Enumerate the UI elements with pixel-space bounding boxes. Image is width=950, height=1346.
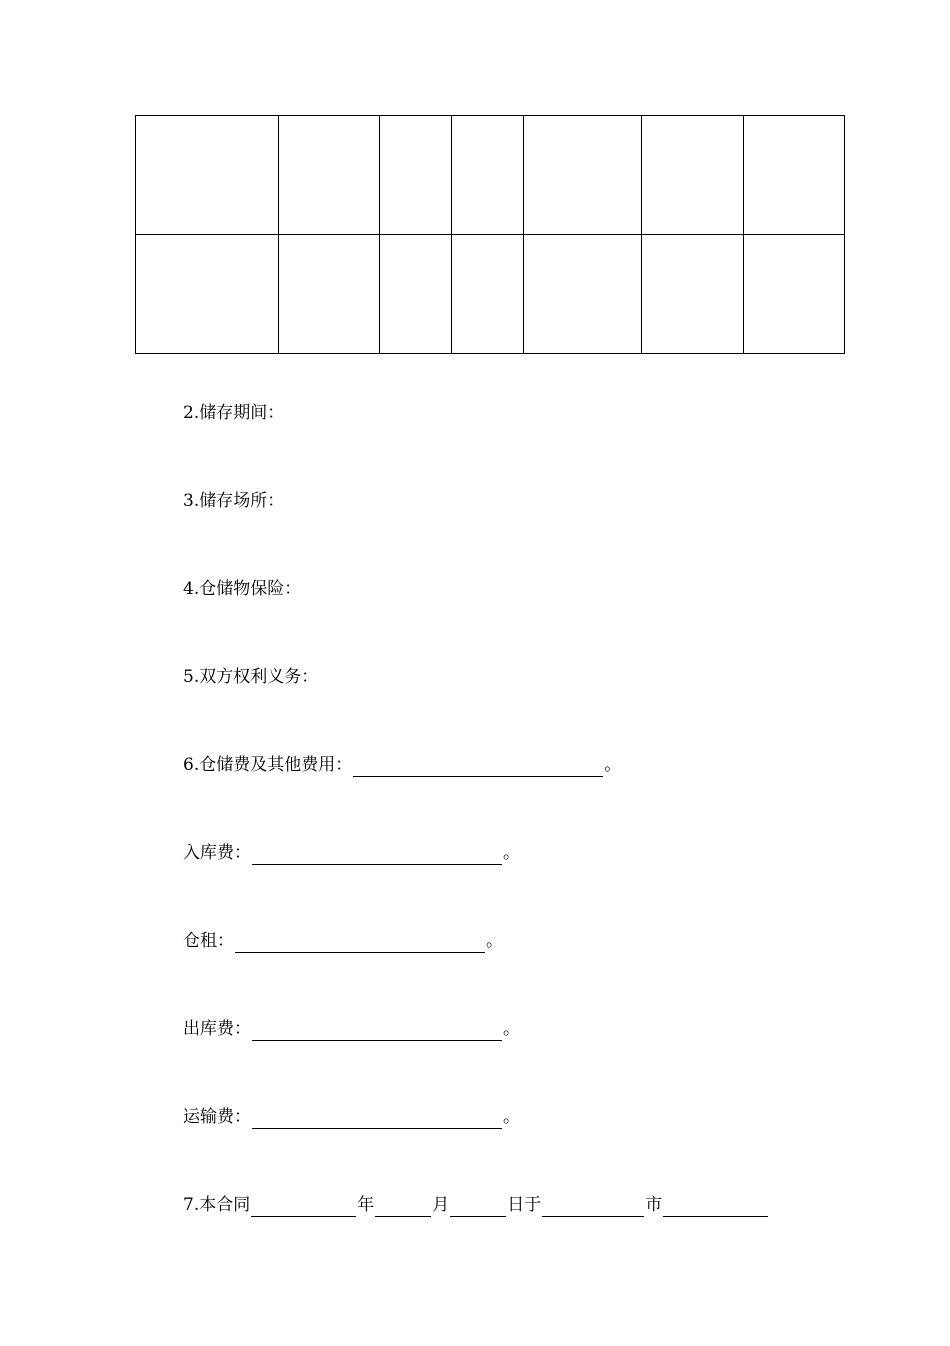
- table-cell[interactable]: [136, 235, 279, 354]
- table-cell[interactable]: [642, 235, 744, 354]
- rights-obligations-line: [183, 665, 318, 689]
- signing-line: [183, 1193, 769, 1217]
- storage-period-label: 2.储存期间：: [183, 403, 285, 423]
- rent-label: 仓租：: [183, 931, 234, 951]
- fees-end: 。: [604, 755, 622, 775]
- inbound-fee-label: 入库费：: [183, 843, 251, 863]
- table-cell[interactable]: [380, 235, 452, 354]
- year-blank[interactable]: [251, 1198, 356, 1217]
- month-label: 月: [432, 1195, 450, 1215]
- transport-fee-blank[interactable]: [252, 1110, 502, 1129]
- rights-obligations-label: 5.双方权利义务：: [183, 667, 319, 687]
- insurance-line: [183, 577, 301, 601]
- fees-label: 6.仓储费及其他费用：: [183, 755, 353, 775]
- rent-blank[interactable]: [235, 934, 485, 953]
- table-cell[interactable]: [279, 116, 380, 235]
- signing-prefix: 7.本合同: [183, 1195, 251, 1215]
- inbound-fee-blank[interactable]: [252, 846, 502, 865]
- outbound-fee-label: 出库费：: [183, 1019, 251, 1039]
- day-at-label: 日于: [507, 1195, 542, 1215]
- table-row: [136, 235, 845, 354]
- table-cell[interactable]: [642, 116, 744, 235]
- rent-end: 。: [486, 931, 503, 951]
- inbound-fee-end: 。: [503, 843, 520, 863]
- outbound-fee-blank[interactable]: [252, 1022, 502, 1041]
- month-blank[interactable]: [375, 1198, 431, 1217]
- insurance-label: 4.仓储物保险：: [183, 579, 302, 599]
- year-label: 年: [357, 1195, 375, 1215]
- table-cell[interactable]: [136, 116, 279, 235]
- table-cell[interactable]: [452, 116, 524, 235]
- table-cell[interactable]: [380, 116, 452, 235]
- storage-place-line: [183, 489, 284, 513]
- fees-line: [183, 753, 621, 777]
- table-cell[interactable]: [524, 116, 642, 235]
- outbound-fee-line: [183, 1017, 520, 1041]
- goods-table: [135, 115, 845, 354]
- table-cell[interactable]: [744, 116, 845, 235]
- table-row: [136, 116, 845, 235]
- table-cell[interactable]: [744, 235, 845, 354]
- city-blank[interactable]: [542, 1198, 644, 1217]
- table-cell[interactable]: [524, 235, 642, 354]
- inbound-fee-line: [183, 841, 520, 865]
- transport-fee-end: 。: [503, 1107, 520, 1127]
- transport-fee-line: [183, 1105, 520, 1129]
- table-cell[interactable]: [452, 235, 524, 354]
- day-blank[interactable]: [450, 1198, 506, 1217]
- storage-place-label: 3.储存场所：: [183, 491, 285, 511]
- city-label: 市: [645, 1195, 663, 1215]
- transport-fee-label: 运输费：: [183, 1107, 251, 1127]
- fees-blank[interactable]: [353, 758, 603, 777]
- place-blank[interactable]: [663, 1198, 768, 1217]
- rent-line: [183, 929, 503, 953]
- storage-period-line: [183, 401, 284, 425]
- table-cell[interactable]: [279, 235, 380, 354]
- outbound-fee-end: 。: [503, 1019, 520, 1039]
